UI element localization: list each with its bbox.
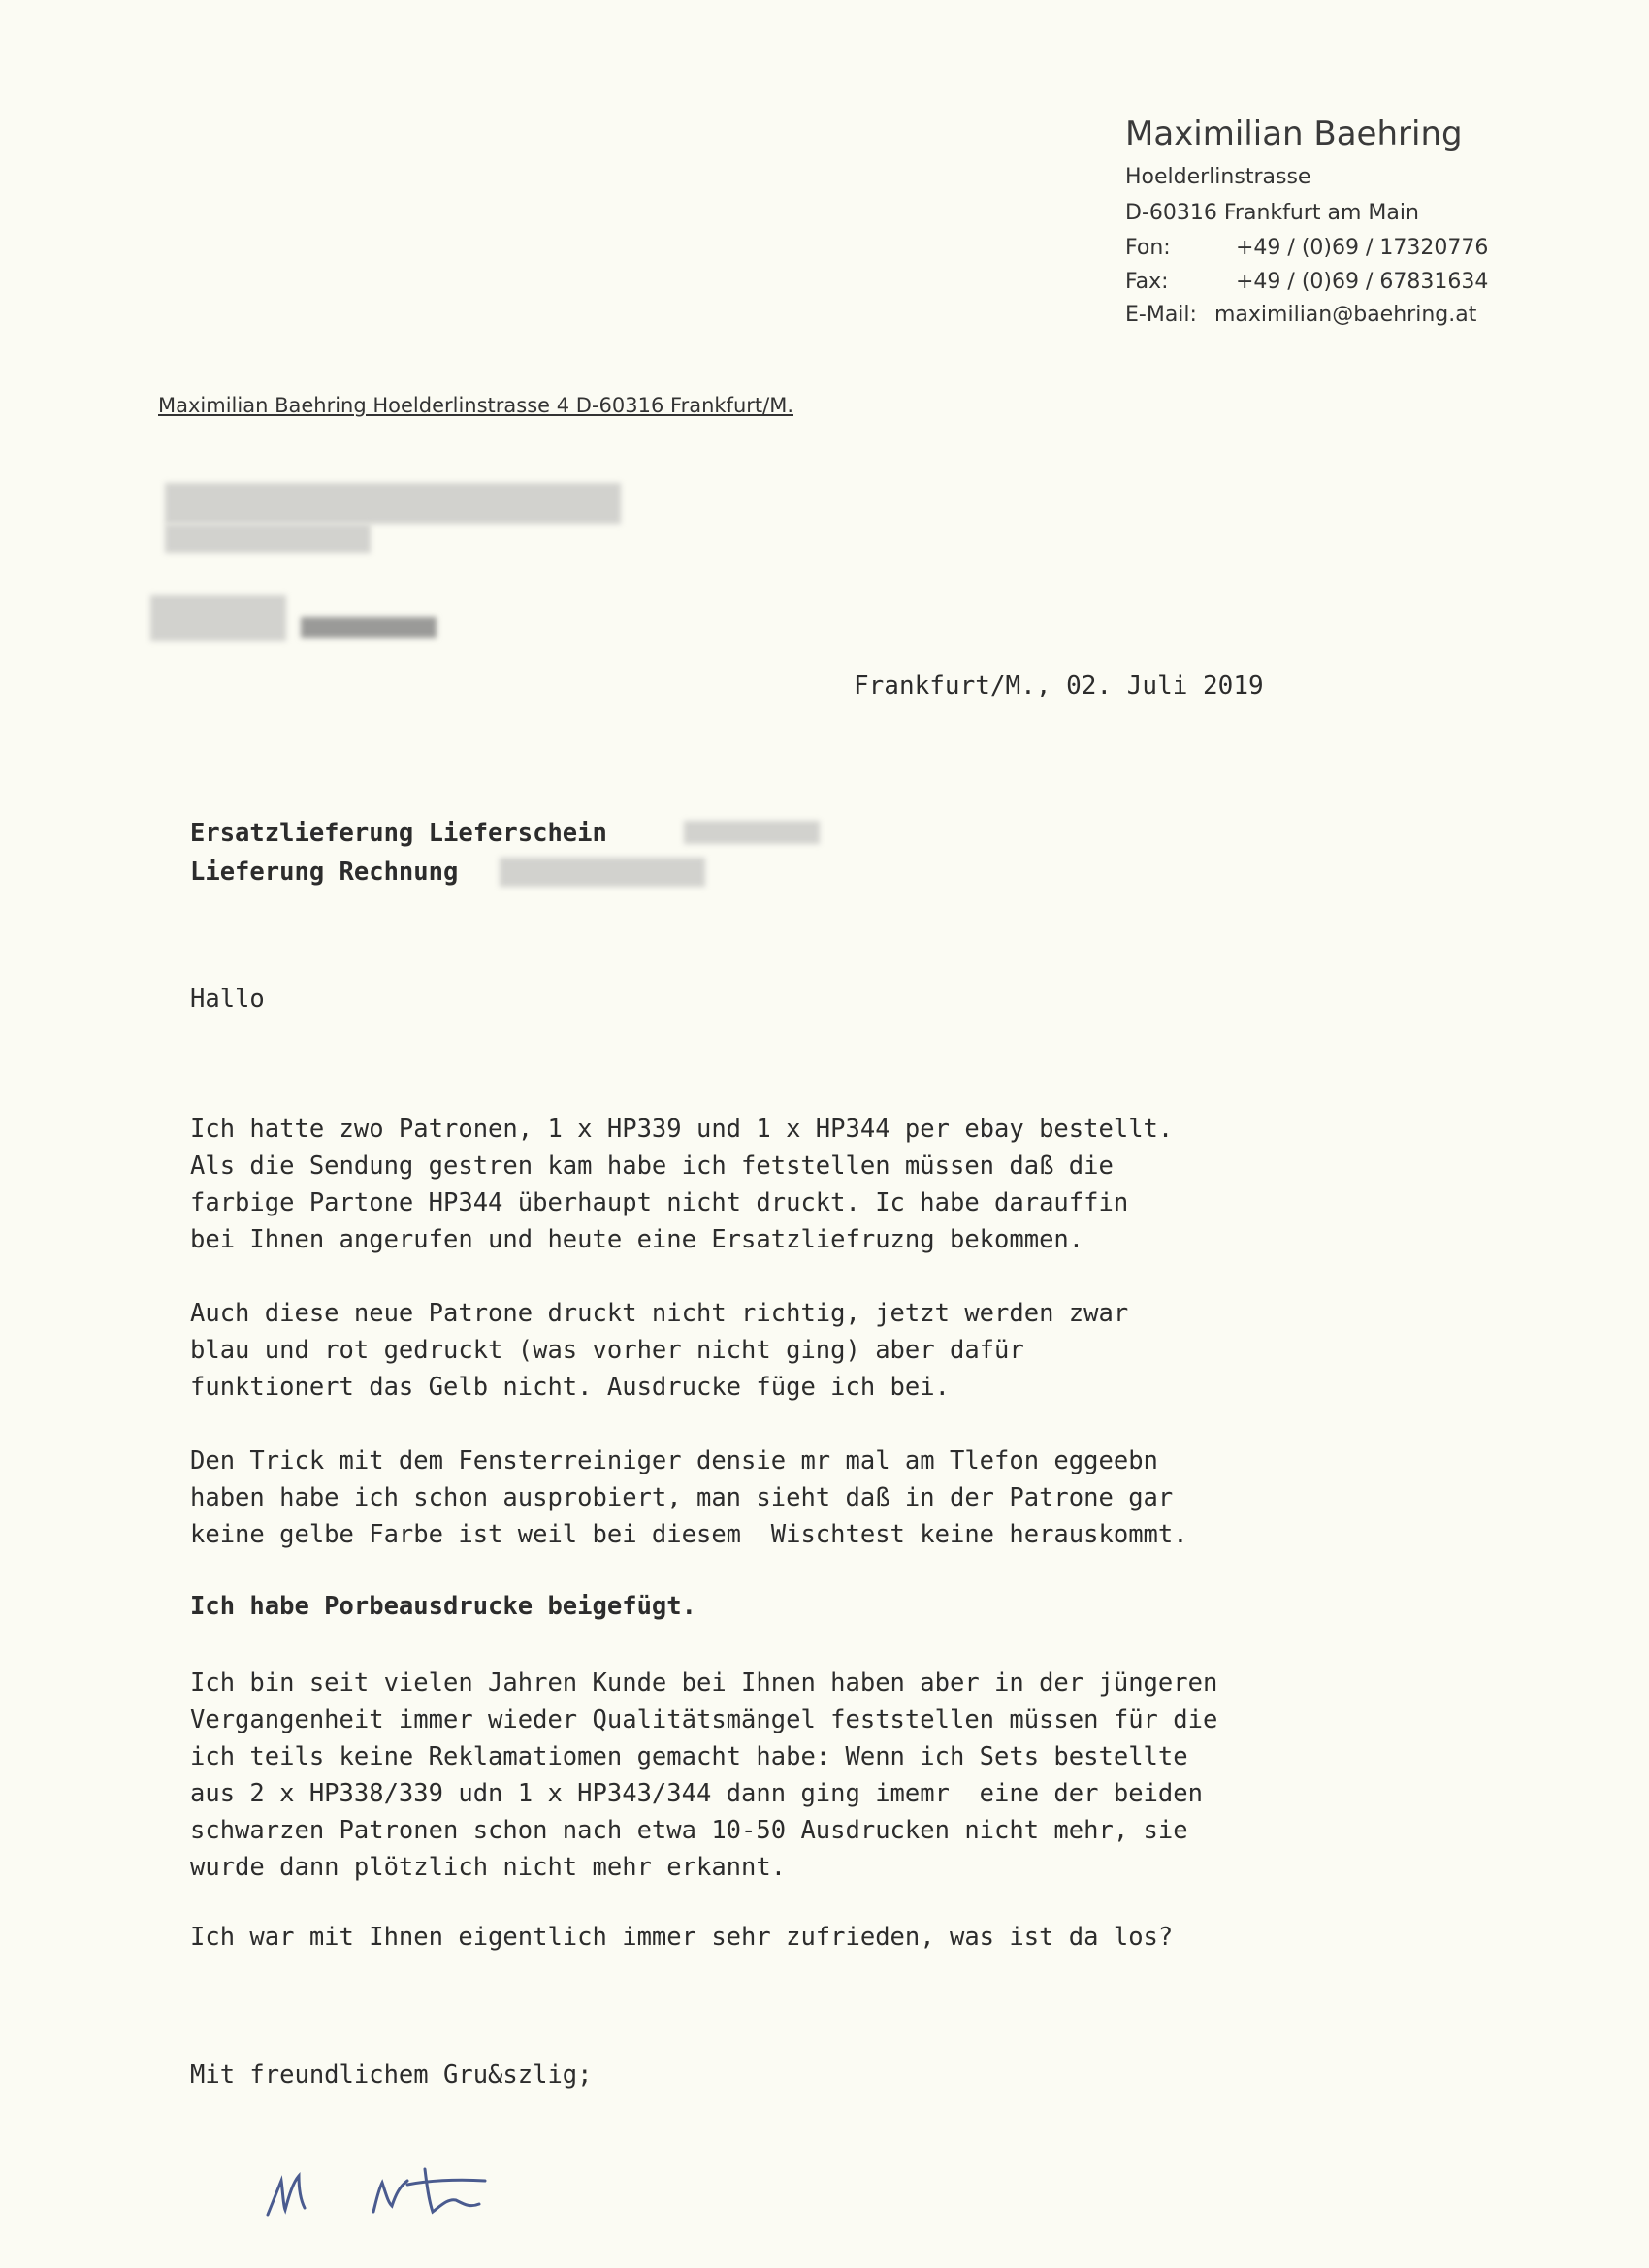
letterhead-street: Hoelderlinstrasse: [1125, 165, 1311, 189]
phone-label: Fon:: [1125, 236, 1171, 260]
letter-date: Frankfurt/M., 02. Juli 2019: [854, 671, 1264, 700]
fax-label: Fax:: [1125, 270, 1169, 294]
signature-stroke: [373, 2181, 407, 2212]
letterhead-city: D-60316 Frankfurt am Main: [1125, 201, 1419, 225]
letterhead-name: Maximilian Baehring: [1125, 114, 1463, 153]
signature-stroke: [407, 2180, 485, 2185]
body-paragraph-1: Ich hatte zwo Patronen, 1 x HP339 und 1 x HP344 per ebay bestellt. Als die Sendung gestren kam habe ich fetstellen müssen daß die farbige Partone HP344 überhaupt nicht druckt. Ic habe darauffin bei Ihnen angerufen und heute eine Ersatzliefruzng bekommen.: [190, 1115, 1174, 1254]
redaction-block: [150, 595, 286, 641]
letterhead-email: [1125, 303, 1476, 327]
signature-stroke: [268, 2176, 305, 2215]
email-label: E-Mail:: [1125, 303, 1197, 327]
letterhead-phone: [1125, 236, 1488, 260]
redaction-block: [500, 858, 705, 887]
body-paragraph-4: Ich habe Porbeausdrucke beigefügt.: [190, 1592, 696, 1621]
sender-return-line: Maximilian Baehring Hoelderlinstrasse 4 D-60316 Frankfurt/M.: [158, 394, 793, 417]
handwritten-signature: [262, 2122, 572, 2229]
fax-value: +49 / (0)69 / 67831634: [1236, 270, 1489, 294]
body-paragraph-6: Ich war mit Ihnen eigentlich immer sehr zufrieden, was ist da los?: [190, 1923, 1174, 1952]
body-paragraph-2: Auch diese neue Patrone druckt nicht richtig, jetzt werden zwar blau und rot gedruckt (was vorher nicht ging) aber dafür funktionert das Gelb nicht. Ausdrucke füge ich bei.: [190, 1299, 1129, 1402]
body-paragraph-5: Ich bin seit vielen Jahren Kunde bei Ihnen haben aber in der jüngeren Vergangenheit immer wieder Qualitätsmängel feststellen müssen für die ich teils keine Reklamatiomen gemacht habe: Wenn ich Sets bestellte aus 2 x HP338/339 udn 1 x HP343/344 dann ging imemr eine der beiden schwarzen Patronen schon nach etwa 10-50 Ausdrucken nicht mehr, sie wurde dann plötzlich nicht mehr erkannt.: [190, 1669, 1218, 1882]
subject-line-2-text: Lieferung Rechnung: [190, 858, 459, 887]
phone-value: +49 / (0)69 / 17320776: [1236, 236, 1489, 260]
redaction-block: [165, 483, 621, 524]
letterhead-fax: [1125, 270, 1488, 294]
email-value: maximilian@baehring.at: [1214, 303, 1477, 327]
signature-stroke: [425, 2169, 479, 2212]
subject-line-1: [190, 819, 607, 848]
body-paragraph-3: Den Trick mit dem Fensterreiniger densie mr mal am Tlefon eggeebn haben habe ich schon ausprobiert, man sieht daß in der Patrone gar keine gelbe Farbe ist weil bei diesem Wischtest keine herauskommt.: [190, 1446, 1188, 1549]
subject-line-2: [190, 858, 458, 887]
redaction-block: [165, 524, 371, 553]
redaction-block: [301, 617, 436, 638]
greeting: Hallo: [190, 985, 265, 1014]
subject-line-1-text: Ersatzlieferung Lieferschein: [190, 819, 607, 848]
redaction-block: [684, 821, 820, 844]
closing: Mit freundlichem Gru&szlig;: [190, 2060, 593, 2090]
